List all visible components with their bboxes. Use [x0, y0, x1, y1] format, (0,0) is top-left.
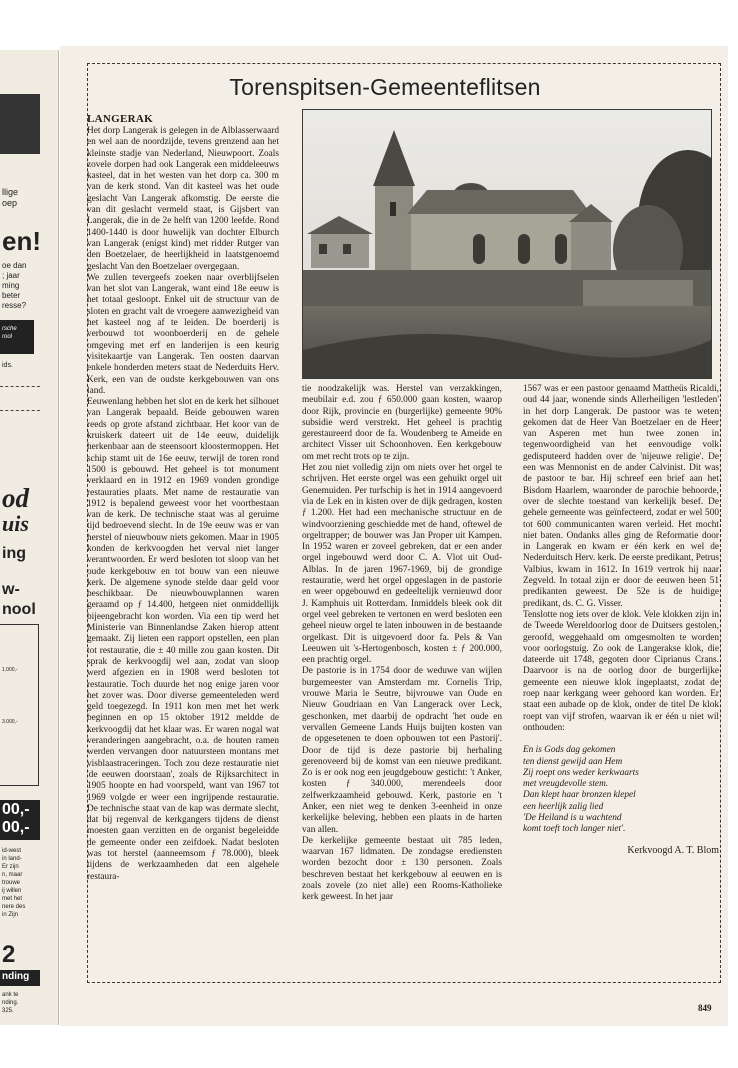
- article-heading: LANGERAK: [87, 113, 153, 125]
- paragraph: Tenslotte nog iets over de klok. Vele klokken zijn in de Tweede Wereldoorlog door de Duitsers gestolen, geroofd, weggehaald om omgesmolten te worden voor oorlogstuig. Zo ook de Langerakse klok, die dateerde uit 1748, gegoten door Ciprianus Crans. Daarvoor is na de oorlog door de burgerlijke gemeente een nieuwe klok ingeplaatst, zodat de roep naar kerkgang weer gehoord kan worden. Er staat een aubade op de klok, onder de titel De klok roept van vijf strofen, waarvan ik er één u niet wil onthouden:: [523, 609, 719, 733]
- neighbour-text: id-west: [2, 848, 22, 854]
- neighbour-text: oe dan: [2, 261, 27, 270]
- paragraph: Het zou niet volledig zijn om niets over het orgel te schrijven. Het eerste orgel was een gehuikt orgel uit Genemuiden. Per turfschip is het in 1914 aangevoerd via de Lek en in kisten over de dijk gedragen, kosten ƒ 1.200. Het had een mechanische structuur en de windvoorziening geschiedde met de hand, oftewel de orgeltrapper; de bouwer was Jan Proper uit Kampen. In 1952 waren er zoveel gebreken, dat er een ander orgel ingebouwd werd door C. A. Vlot uit Oud-Alblas. In de jaren 1967-1969, bij de grondige restauratie, werd het orgel opgeslagen in de pastorie en weer opgebouwd en gedeeltelijk vernieuwd door J. Kamphuis uit Rotterdam. Inmiddels bleek ook dit orgel veel gebreken te vertonen en werd besloten een geheel nieuw orgel te laten inbouwen in de bestaande orgelkast. Dit is uitgevoerd door fa. Pels & Van Leeuwen uit 's-Hertogenbosch, kosten ± ƒ 200.000, een prachtig orgel.: [302, 463, 502, 666]
- neighbour-text: uis: [2, 511, 29, 536]
- neighbour-text: in Zijn: [2, 912, 19, 918]
- poem-line: Zij roept ons weder kerkwaarts: [523, 767, 639, 778]
- neighbour-text: 3.000,-: [2, 719, 18, 725]
- paragraph: 1567 was er een pastoor genaamd Mattheüs Ricaldi, oud 44 jaar, wonende sinds Allerheiligen 'lestleden' in het dorp Langerak. De pastoor was te weten gekomen dat de Heer Van Boetzelaer en de Heer van Asperen met hun twee zonen in tegenwoordigheid van het eenvoudige volk gedisputeerd hadden over de 'nijeuwe religie'. De een was Mennonist en de ander Calvinist. Dit was de pastoor te bar. Hij schreef een brief aan het Bisdom Haarlem, waaronder de parochie behoorde, over de slechte toestand van kerkelijk besef. De gehele gemeente was geïnfecteerd, zodat er wel 500 tot 600 communicanten waren verleid. Het mocht niet baten. Ondanks alles ging de Reformatie door in Langerak en kwam er één kerk en wel de Nederduitsch Herv. kerk. De eerste predikant, Petrus Valbius, kwam in 1612. In 1619 vertrok hij naar Zegveld. In totaal zijn er door de eeuwen heen 51 predikanten geweest. De 52e is de huidige predikant, ds. C. G. Visser.: [523, 384, 719, 609]
- neighbour-text: Er zijn: [2, 864, 19, 870]
- paragraph: De kerkelijke gemeente bestaat uit 785 leden, waarvan 167 lidmaten. De zondagse erediensten worden bezocht door ± 130 personen. Zoals beschreven bestaat het kerkgebouw al eeuwen en is zoals zovele (zo niet alle) een Rooms-Katholieke kerk geweest. In het jaar: [302, 835, 502, 903]
- paragraph: We zullen tevergeefs zoeken naar overblijfselen van het slot van Langerak, want eind 18e eeuw is het totaal gesloopt. Enkel uit de structuur van de sloten en gracht valt de vroegere aanwezigheid van het kasteel nog af te leiden. De boerderij is verbouwd tot woonboerderij en de gehele omgeving met erf en landerijen is een keurig visitekaartje van Langerak. Ten oosten daarvan enkele honderden meters staat de Nederduits Herv. Kerk, een van de oudste kerkgebouwen van ons land.: [87, 272, 279, 396]
- church-photo: [302, 109, 712, 379]
- neighbour-page-strip: [0, 50, 59, 1025]
- neighbour-text: nool: [2, 601, 36, 618]
- neighbour-text: beter: [2, 291, 21, 300]
- neighbour-text: rsche: [2, 326, 17, 332]
- neighbour-text: ; jaar: [2, 271, 20, 280]
- poem-line: Dan klept haar bronzen klepel: [523, 790, 636, 801]
- signature: Kerkvoogd A. T. Blom: [627, 844, 719, 856]
- neighbour-text: llige: [2, 187, 19, 197]
- neighbour-text: w-: [2, 581, 20, 598]
- magazine-page: [60, 46, 728, 1026]
- neighbour-text: en!: [2, 226, 41, 256]
- paragraph: Het dorp Langerak is gelegen in de Alblasserwaard en wel aan de noordzijde, tevens grenzend aan het kleinste stadje van Nederland, Nieuwpoort. Zoals zovele dorpen had ook Langerak een middeleeuws kasteel, dat in het westen van het dorp ca. 300 m van de kerk stond. Van dit kasteel was het oude geslacht Van Langerak afkomstig. De eerste die van dit geslacht vermeld staat, is Gijsbert van Langerak, die in de 2e helft van 1200 leefde. Rond 1400-1440 is door huwelijk van dochter Elburch van Langerak (enigst kind) met ridder Rutger van den Boetzelaer, de heerlijkheid in laatstgenoemd geslacht Van den Boetzelaer overgegaan.: [87, 126, 279, 272]
- page-number: 849: [698, 1003, 712, 1013]
- neighbour-text: 325.: [2, 1008, 14, 1014]
- neighbour-text: 2: [2, 941, 16, 968]
- poem-line: En is Gods dag gekomen: [523, 745, 616, 756]
- paragraph: Eeuwenlang hebben het slot en de kerk het silhouet van Langerak bepaald. Beide gebouwen waren reeds op grote afstand zichtbaar. Het koor van de kruiskerk dateert uit de 14e eeuw, duidelijk herkenbaar aan de steensoort kloostermoppen. Het schip stamt uit de 16e eeuw, terwijl de toren rond 1500 is gebouwd. Het geheel is tot monument verklaard en in 1912 en 1969 vonden grondige restauraties plaats. Met name de restauratie van 1912 is bepalend geweest voor het voortbestaan van de kerk. De technische staat was al geruime tijd bedroevend slecht. In de 19e eeuw was er van herstel of nieuwbouw niets gekomen. Maar in 1905 konden de kerkvoogden het verval niet langer verantwoorden. Er werd besloten tot sloop van het oude kerkgebouw en tot bouw van een nieuwe kerk. De algemene synode stelde daar geld voor beschikbaar. De nieuwbouwplannen waren geraamd op ƒ 14.400, hetgeen niet onmiddellijk bijeengebracht kon worden. Via een tip werd het Ministerie van Binnenlandse Zaken hierop attent gemaakt. Zij lieten een rapport opstellen, een plan tot restauratie, die ± 40 mille zou gaan kosten. Dit sprak de kerkvoogdij wel aan, zodat van sloop werd afgezien en in 1908 werd besloten tot restauratie. Toch duurde het nog enige jaren voor het zover was. Door diverse gemeenteleden werd geld toegezegd. In 1911 kon men met het werk beginnen en op 15 oktober 1912 meldde de kerkvoogdij dat het klaar was. Er waren nogal wat veranderingen aangebracht, o.a. de houten ramen werden vervangen door natuursteen montans met visblaastraceringen. Toch zou deze restauratie niet 'de eeuwen doorstaan', zoals de Rijksarchitect in 1905 hoopte en had voorspeld, want van 1967 tot 1969 volgde er weer een ingrijpende restauratie. De technische staat van de kap was dermate slecht, dat bij regenval de kerkgangers tijdens de dienst moesten gaan verzitten en de organist begeleidde de gemeente onder een zeifdoek. Nadat besloten was tot herstel (aanneemsom ƒ 78.000), bleek tijdens de werkzaamheden dat een algehele restaura-: [87, 397, 279, 882]
- neighbour-text: in land-: [2, 856, 22, 862]
- poem-line: ten dienst gewijd aan Hem: [523, 756, 623, 767]
- paragraph: tie noodzakelijk was. Herstel van verzakkingen, meubilair e.d. zou ƒ 650.000 gaan kosten, waarop door Rijk, provincie en (burgerlijke) gemeente 90% subsidie werd verstrekt. Het geheel is prachtig gerestaureerd door de fa. Woudenberg te Ameide en architect Visser uit Schoonhoven. Een kerkgebouw om met recht trots op te zijn.: [302, 384, 502, 462]
- poem-line: met vreugdevolle stem.: [523, 779, 609, 790]
- neighbour-text: n, maar: [2, 872, 23, 878]
- neighbour-text: 00,-: [2, 801, 30, 818]
- paragraph: De pastorie is in 1754 door de weduwe van wijlen burgemeester van Amsterdam mr. Cornelis Trip, vrouwe Maria le Seutre, bijvrouwe van Oude en Nieuw Goudriaan en Van Langerack over Leck, geschonken, met daarbij de opdracht 'het oude en vervallen Gemeene Lands Huijs buijten kosten van de opgesetenen te doen opbouwen tot een Pastorij'. Door de tijd is deze pastorie bij herhaling gerenoveerd bij de komst van een nieuwe predikant. Zo is er ook nog een jeugdgebouw gesticht: 't Anker, kosten ƒ 340.000, merendeels door zelfwerkzaamheid gebouwd. Kerk, pastorie en 't Anker, een niet weg te denken 3-eenheid in onze kerkelijke beleving, hebben een plaats in de harten van allen.: [302, 666, 502, 835]
- neighbour-text: od: [2, 483, 29, 513]
- neighbour-text: met het: [2, 896, 23, 902]
- neighbour-text: 00,-: [2, 819, 30, 836]
- neighbour-text: ij willen: [2, 888, 22, 894]
- poem-line: een heerlijk zalig lied: [523, 801, 604, 812]
- article-column-2: [302, 384, 502, 984]
- neighbour-photo: [0, 94, 40, 154]
- article-column-1: [87, 126, 279, 986]
- neighbour-text: nere des: [2, 904, 26, 910]
- neighbour-text: 1.000,-: [2, 667, 18, 673]
- neighbour-divider: [0, 410, 40, 411]
- neighbour-text: rool: [2, 334, 13, 340]
- poem: [523, 745, 719, 835]
- poem-line: 'De Heiland is u wachtend: [523, 812, 622, 823]
- neighbour-text: oep: [2, 198, 18, 208]
- neighbour-text: ming: [2, 281, 20, 290]
- neighbour-box: [0, 624, 39, 786]
- neighbour-text: ids.: [2, 362, 13, 369]
- neighbour-text: nding: [2, 971, 30, 982]
- page-title: Torenspitsen-Gemeenteflitsen: [229, 74, 541, 100]
- article-column-3: [523, 384, 719, 984]
- neighbour-text: ank te: [2, 992, 19, 998]
- neighbour-text: nding.: [2, 1000, 19, 1006]
- neighbour-text: ing: [2, 545, 26, 562]
- neighbour-text: resse?: [2, 301, 27, 310]
- poem-line: komt toeft toch langer niet'.: [523, 824, 626, 835]
- neighbour-divider: [0, 386, 40, 387]
- neighbour-text: trouwe: [2, 880, 21, 886]
